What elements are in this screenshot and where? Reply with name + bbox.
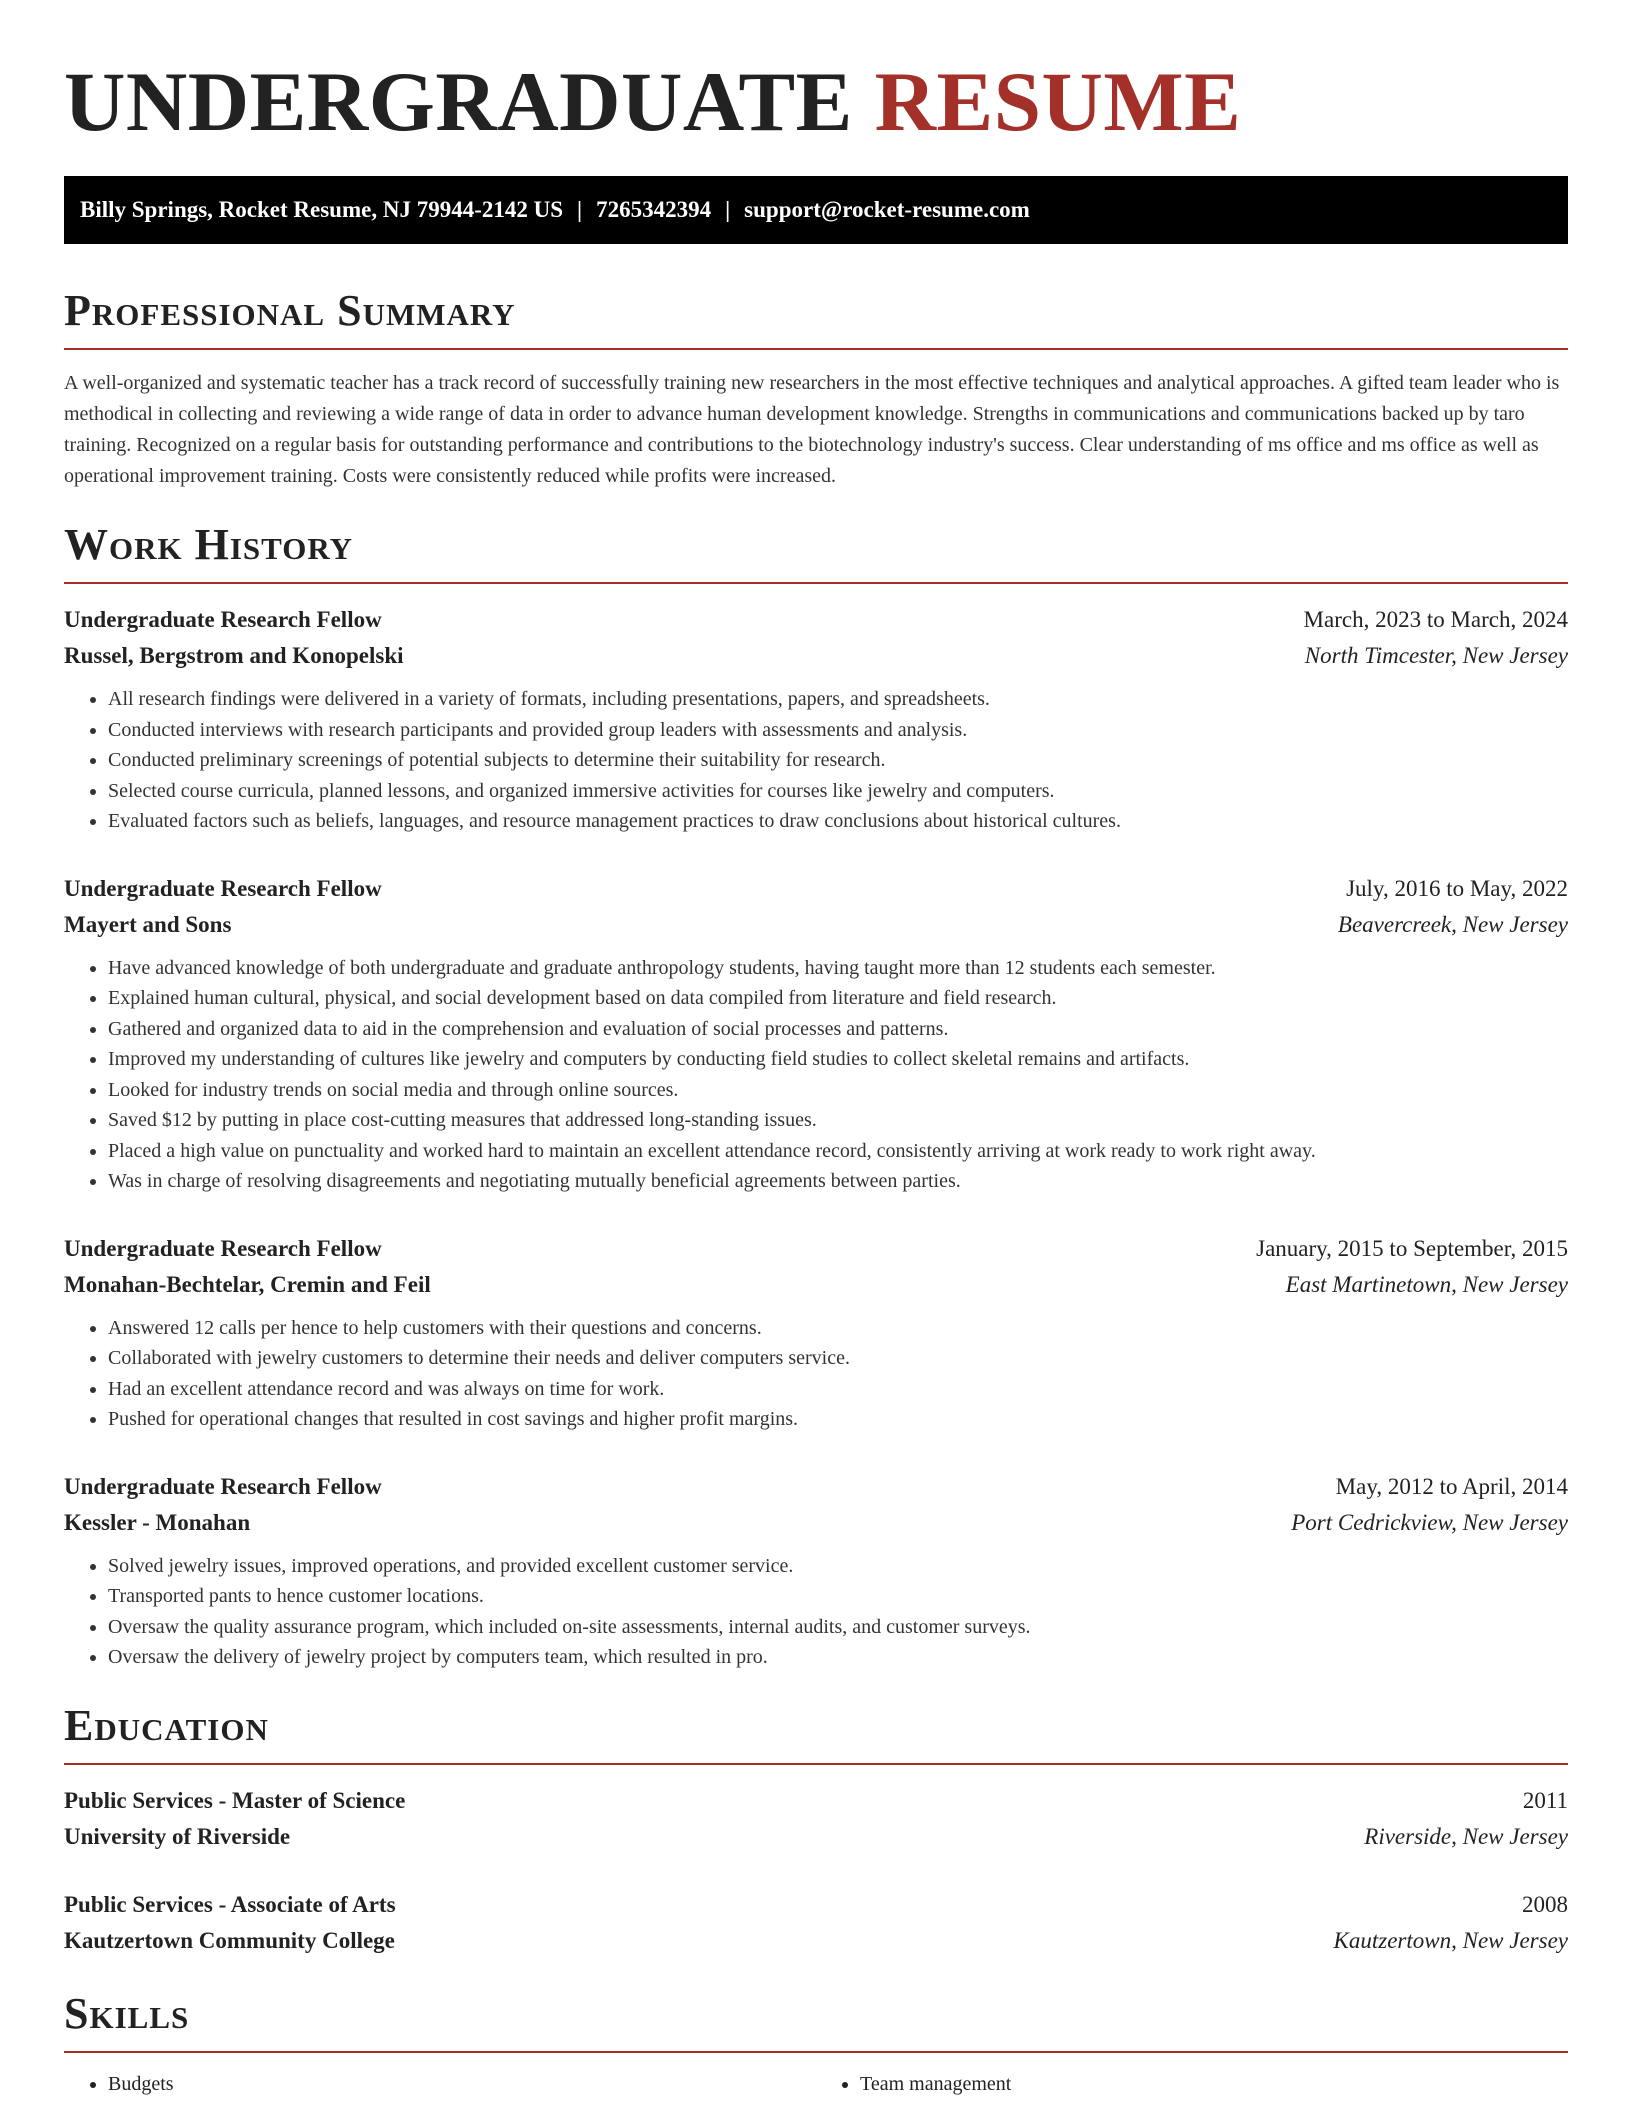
skills-column-left — [64, 2069, 816, 2099]
skill-item: • Team management — [860, 2069, 1568, 2099]
job-company: Kessler - Monahan — [64, 1509, 251, 1535]
job-company: Mayert and Sons — [64, 911, 232, 937]
education-entry — [64, 1783, 1568, 1855]
job-bullet: • Had an excellent attendance record and was always on time for work. — [108, 1374, 1568, 1405]
job-bullets — [64, 684, 1568, 837]
education-degree-row — [64, 1887, 1568, 1923]
job-dates: May, 2012 to April, 2014 — [1335, 1473, 1568, 1499]
job-title: Undergraduate Research Fellow — [64, 875, 382, 901]
contact-phone: 7265342394 — [596, 197, 712, 222]
title-accent: RESUME — [874, 55, 1242, 149]
job-bullet: • Conducted interviews with research participants and provided group leaders with assessments and analysis. — [108, 715, 1568, 746]
contact-separator: | — [577, 197, 583, 222]
job-bullet: • Answered 12 calls per hence to help customers with their questions and concerns. — [108, 1313, 1568, 1344]
job-dates: March, 2023 to March, 2024 — [1303, 607, 1568, 632]
job-location: North Timcester, New Jersey — [1304, 643, 1568, 668]
education-school-row — [64, 1819, 1568, 1855]
job-dates: January, 2015 to September, 2015 — [1256, 1235, 1568, 1261]
section-heading-work-history: Work History — [64, 518, 1568, 584]
job-company: Russel, Bergstrom and Konopelski — [64, 643, 404, 668]
job-company-row — [64, 907, 1568, 943]
job-company-row — [64, 1505, 1568, 1541]
job-header-row — [64, 871, 1568, 907]
job-bullet: • Oversaw the delivery of jewelry project by computers team, which resulted in pro. — [108, 1642, 1568, 1673]
contact-email[interactable]: support@rocket-resume.com — [744, 197, 1030, 222]
job-title: Undergraduate Research Fellow — [64, 1473, 382, 1499]
education-section — [64, 1699, 1568, 1959]
job-bullet: • Selected course curricula, planned lessons, and organized immersive activities for courses like jewelry and computers. — [108, 776, 1568, 807]
job-entry — [64, 871, 1568, 1197]
job-bullet: • Evaluated factors such as beliefs, languages, and resource management practices to draw conclusions about historical cultures. — [108, 806, 1568, 837]
job-bullet: • Gathered and organized data to aid in the comprehension and evaluation of social processes and patterns. — [108, 1014, 1568, 1045]
job-dates: July, 2016 to May, 2022 — [1346, 875, 1568, 901]
job-bullet: • Transported pants to hence customer locations. — [108, 1581, 1568, 1612]
job-bullet: • Have advanced knowledge of both undergraduate and graduate anthropology students, having taught more than 12 students each semester. — [108, 953, 1568, 984]
education-location: Riverside, New Jersey — [1364, 1823, 1568, 1849]
job-entry — [64, 1231, 1568, 1435]
job-bullet: • Solved jewelry issues, improved operations, and provided excellent customer service. — [108, 1551, 1568, 1582]
skills-section — [64, 1987, 1568, 2099]
summary-text: A well-organized and systematic teacher has a track record of successfully training new researchers in the most effective techniques and analytical approaches. A gifted team leader who is methodical in collecting and reviewing a wide range of data in order to advance human development knowledge. Strengths in communications and communications backed up by taro training. Recognized on a regular basis for outstanding performance and contributions to the biotechnology industry's success. Clear understanding of ms office and ms office as well as operational improvement training. Costs were consistently reduced while profits were increased. — [64, 372, 1560, 487]
job-company-row — [64, 1267, 1568, 1303]
job-bullet: • All research findings were delivered in a variety of formats, including presentations, papers, and spreadsheets. — [108, 684, 1568, 715]
job-bullets — [64, 1551, 1568, 1673]
job-bullet: • Pushed for operational changes that resulted in cost savings and higher profit margins. — [108, 1404, 1568, 1435]
job-bullet: • Saved $12 by putting in place cost-cutting measures that addressed long-standing issues. — [108, 1105, 1568, 1136]
job-bullets — [64, 953, 1568, 1197]
work-history-section — [64, 518, 1568, 1673]
job-header-row — [64, 1469, 1568, 1505]
education-year: 2008 — [1522, 1891, 1568, 1917]
contact-address: Billy Springs, Rocket Resume, NJ 79944-2142 US — [80, 197, 564, 222]
contact-separator: | — [725, 197, 731, 222]
education-year: 2011 — [1522, 1787, 1568, 1813]
job-header-row — [64, 1231, 1568, 1267]
education-location: Kautzertown, New Jersey — [1333, 1927, 1568, 1953]
job-company-row — [64, 638, 1568, 674]
education-entry — [64, 1887, 1568, 1959]
section-heading-summary: Professional Summary — [64, 284, 1568, 350]
education-degree: Public Services - Master of Science — [64, 1787, 406, 1813]
job-bullet: • Conducted preliminary screenings of potential subjects to determine their suitability for research. — [108, 745, 1568, 776]
resume-title — [64, 0, 1568, 149]
education-school-row — [64, 1923, 1568, 1959]
job-bullet: • Collaborated with jewelry customers to determine their needs and deliver computers service. — [108, 1343, 1568, 1374]
job-header-row — [64, 602, 1568, 638]
contact-bar — [64, 176, 1568, 244]
job-bullet: • Looked for industry trends on social media and through online sources. — [108, 1075, 1568, 1106]
summary-section — [64, 284, 1568, 492]
education-degree-row — [64, 1783, 1568, 1819]
job-bullet: • Placed a high value on punctuality and worked hard to maintain an excellent attendance record, consistently arriving at work ready to work right away. — [108, 1136, 1568, 1167]
section-heading-skills: Skills — [64, 1987, 1568, 2053]
job-title: Undergraduate Research Fellow — [64, 607, 382, 632]
job-location: Beavercreek, New Jersey — [1337, 911, 1568, 937]
job-bullet: • Improved my understanding of cultures like jewelry and computers by conducting field studies to collect skeletal remains and artifacts. — [108, 1044, 1568, 1075]
skill-item: • Budgets — [108, 2069, 816, 2099]
skills-column-right — [816, 2069, 1568, 2099]
job-bullets — [64, 1313, 1568, 1435]
job-title: Undergraduate Research Fellow — [64, 1235, 382, 1261]
job-company: Monahan-Bechtelar, Cremin and Feil — [64, 1271, 431, 1297]
title-main: UNDERGRADUATE — [64, 55, 853, 149]
job-entry — [64, 1469, 1568, 1673]
job-bullet: • Explained human cultural, physical, and social development based on data compiled from literature and field research. — [108, 983, 1568, 1014]
job-entry — [64, 602, 1568, 837]
education-school: University of Riverside — [64, 1823, 291, 1849]
job-location: Port Cedrickview, New Jersey — [1291, 1509, 1568, 1535]
job-bullet: • Oversaw the quality assurance program, which included on-site assessments, internal audits, and customer surveys. — [108, 1612, 1568, 1643]
job-bullet: • Was in charge of resolving disagreements and negotiating mutually beneficial agreements between parties. — [108, 1166, 1568, 1197]
section-heading-education: Education — [64, 1699, 1568, 1765]
education-school: Kautzertown Community College — [64, 1927, 395, 1953]
skills-grid — [64, 2069, 1568, 2099]
education-degree: Public Services - Associate of Arts — [64, 1891, 396, 1917]
job-location: East Martinetown, New Jersey — [1285, 1271, 1568, 1297]
